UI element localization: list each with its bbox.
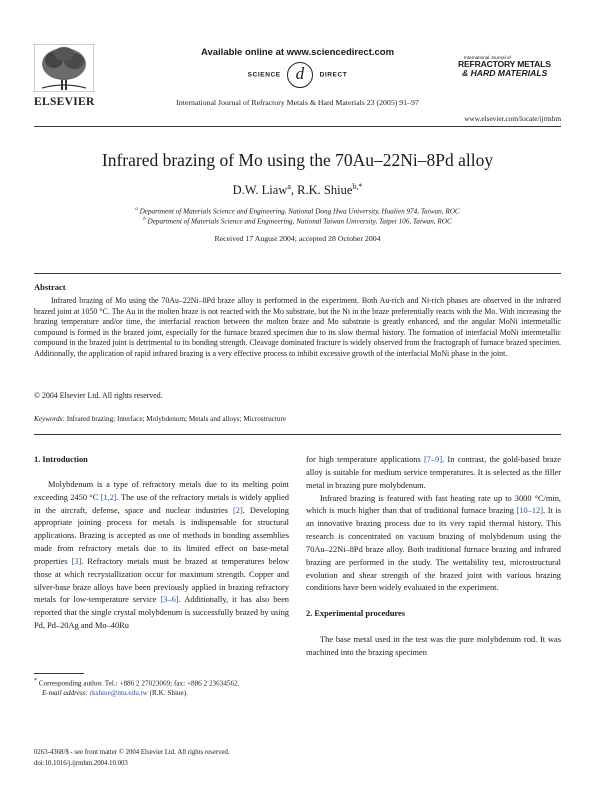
p1-text-e: . Additionally, it has also been reported that the single crystal molybdenum is successfully brazed by using Pd, Pd–20Ag and Mo–40Ru xyxy=(34,595,289,631)
ref-link[interactable]: [2] xyxy=(233,505,243,515)
sd-right: DIRECT xyxy=(319,71,348,79)
affiliation-a xyxy=(0,207,595,215)
footnote xyxy=(34,677,289,699)
email-tail: (R.K. Shiue). xyxy=(149,688,188,697)
journal-citation: International Journal of Refractory Metals & Hard Materials 23 (2005) 91–97 xyxy=(176,98,419,107)
ref-link[interactable]: [3] xyxy=(71,556,82,566)
section-2-heading: 2. Experimental procedures xyxy=(306,609,406,619)
email-link[interactable]: rkshiue@ntu.edu.tw xyxy=(89,688,148,697)
ref-link[interactable]: [1,2] xyxy=(100,492,117,502)
author-1: D.W. Liaw xyxy=(232,183,288,198)
affil-a-text: Department of Materials Science and Engineering, National Dong Hwa University, Hualien 974, Taiwan, ROC xyxy=(139,207,460,216)
author-sep: , xyxy=(290,183,298,198)
sd-left: SCIENCE xyxy=(247,71,281,79)
keywords xyxy=(34,415,286,423)
received-dates: Received 17 August 2004; accepted 28 October 2004 xyxy=(214,234,381,243)
email-label: E-mail address: xyxy=(42,688,88,697)
paragraph-2 xyxy=(306,493,561,596)
paragraph-1-cont xyxy=(306,454,561,493)
footnote-corr xyxy=(34,677,289,689)
available-online: Available online at www.sciencedirect.com xyxy=(200,47,395,58)
footnote-rule xyxy=(34,673,84,674)
p2-text-b: . It is an innovative brazing process due to its very rapid thermal history. This research is concentrated on vacuum brazing of molybdenum using the 70Au–22Ni–8Pd braze alloy. Both traditional furnace brazing and infrared brazing are performed in the study. The wettability test, microstructural evolution and shear strength of the brazed joint with various brazing conditions have been widely evaluated in the experiment. xyxy=(306,506,561,593)
issn-line: 0263-4368/$ - see front matter © 2004 Elsevier Ltd. All rights reserved. xyxy=(34,749,230,756)
p1-text-g: . In contrast, the gold-based braze alloy is suitable for medium service temperatures. It is selected as the filler metal in brazing pure molybdenum. xyxy=(306,455,561,490)
p1-text-d: . Refractory metals must be brazed at temperatures below those at which recrystallization occur for maximum strength. Copper and silver-base braze alloys have been previously applied in brazing refractory metals for low-temperature service xyxy=(34,556,290,605)
paragraph-1 xyxy=(34,479,289,633)
affil-b-text: Department of Materials Science and Engineering, National Taiwan University, Taipei 106, Taiwan, ROC xyxy=(147,217,452,226)
journal-url[interactable]: www.elsevier.com/locate/ijrmhm xyxy=(464,114,561,123)
abstract-top-rule xyxy=(34,273,561,274)
left-column xyxy=(34,454,289,633)
authors xyxy=(0,182,595,198)
p1-text-c: . Developing appropriate joining process for metals is indispensable for structural applications. Brazing is accepted as one of methods in bonding assemblies made from refractory metals due to its limited effect on base-metal properties xyxy=(34,505,289,566)
footnote-mark: * xyxy=(34,678,37,684)
ref-link[interactable]: [7–9] xyxy=(423,455,443,464)
brand-small: International Journal of xyxy=(464,55,511,60)
publisher-name: ELSEVIER xyxy=(34,96,95,108)
abstract-text: Infrared brazing of Mo using the 70Au–22Ni–8Pd braze alloy is performed in the experiment. Both Au-rich and Ni-rich phases are observed in the infrared brazed joint at 1050 °C. The Au in the molten braze is not reacted with the Mo substrate, but the Ni in the braze preferentially reacts with the Mo. With increasing the brazing temperature and/or time, the interfacial reaction between the molten braze and Mo substrate is greatly enhanced, and the angular MoNi intermetallic compound is formed in the brazed joint, especially for the furnace brazed specimen due to its slow thermal history. The formation of interfacial MoNi intermetallic compound in the brazed joint is detrimental to its bonding strength. Cleavage dominated fracture is widely observed from the fractograph of furnace brazed specimen. Additionally, the application of rapid infrared brazing is a very effective process to inhibit excessive growth of the interfacial MoNi phase in the joint. xyxy=(34,296,561,358)
journal-brand xyxy=(458,55,568,78)
ref-link[interactable]: [10–12] xyxy=(516,506,544,516)
p1-text-f: for high temperature applications xyxy=(306,455,424,464)
abstract-bottom-rule xyxy=(34,434,561,435)
author-2-sup: b,* xyxy=(352,182,363,191)
affiliation-b xyxy=(0,217,595,225)
article-title: Infrared brazing of Mo using the 70Au–22Ni–8Pd alloy xyxy=(101,150,494,170)
keywords-label: Keywords: xyxy=(34,415,65,423)
author-1-sup: a xyxy=(287,182,291,191)
brand-line-1: REFRACTORY METALS xyxy=(458,59,551,69)
ref-link[interactable]: [3–6] xyxy=(160,595,179,605)
author-2: R.K. Shiue xyxy=(297,183,353,198)
footnote-email xyxy=(34,689,289,699)
doi-line[interactable]: doi:10.1016/j.ijrmhm.2004.10.003 xyxy=(34,759,128,767)
footnote-corr-text: Corresponding author. Tel.: +886 2 27023069; fax: +886 2 23634562. xyxy=(38,679,240,688)
section-1-heading: 1. Introduction xyxy=(34,455,88,464)
paragraph-3: The base metal used in the test was the pure molybdenum rod. It was machined into the brazing specimen xyxy=(306,635,561,657)
affil-a-sup: a xyxy=(135,207,138,212)
page-footer xyxy=(34,748,230,769)
abstract-copyright: © 2004 Elsevier Ltd. All rights reserved. xyxy=(34,391,163,400)
abstract-heading: Abstract xyxy=(34,282,66,292)
p1-text-b: . The use of the refractory metals is widely applied in the aircraft, defense, space and nuclear industries xyxy=(34,492,289,515)
p1-text-a: Molybdenum is a type of refractory metals due to its melting point exceeding 2450 °C xyxy=(34,479,289,502)
header-rule xyxy=(34,126,561,127)
brand-line-2: & HARD MATERIALS xyxy=(462,68,548,78)
sd-at-icon: d xyxy=(287,62,313,88)
right-column xyxy=(306,454,561,660)
keywords-list: Infrared brazing; Interface; Molybdenum; Metals and alloys; Microstructure xyxy=(66,415,287,423)
p2-text-a: Infrared brazing is featured with fast heating rate up to 3000 °C/min, which is much higher than that of traditional furnace brazing xyxy=(306,493,561,516)
affil-b-sup: b xyxy=(143,217,146,222)
